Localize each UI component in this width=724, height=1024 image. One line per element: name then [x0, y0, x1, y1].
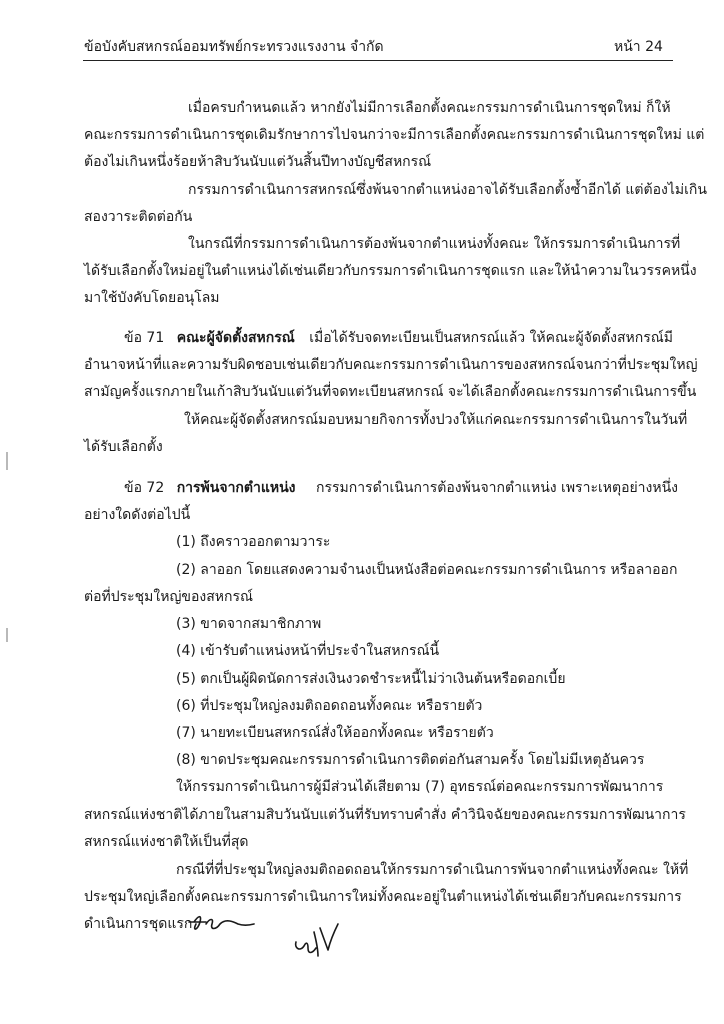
text-line: ให้คณะผู้จัดตั้งสหกรณ์มอบหมายกิจการทั้งปวงให้แก่คณะกรรมการดำเนินการในวันที่ [184, 412, 688, 428]
text-line: สหกรณ์แห่งชาติให้เป็นที่สุด [84, 834, 249, 850]
list-item: (7) นายทะเบียนสหกรณ์สั่งให้ออกทั้งคณะ หรือรายตัว [176, 725, 494, 741]
binding-mark [6, 628, 8, 642]
list-item: (1) ถึงคราวออกตามวาระ [176, 534, 331, 550]
text-line: ประชุมใหญ่เลือกตั้งคณะกรรมการดำเนินการใหม่ทั้งคณะอยู่ในตำแหน่งได้เช่นเดียวกับคณะกรรมการ [84, 889, 682, 905]
article-title: คณะผู้จัดตั้งสหกรณ์ [176, 330, 295, 346]
list-item: (6) ที่ประชุมใหญ่ลงมติถอดถอนทั้งคณะ หรือรายตัว [176, 698, 483, 714]
text-line: ต้องไม่เกินหนึ่งร้อยห้าสิบวันนับแต่วันสิ้นปีทางบัญชีสหกรณ์ [84, 154, 432, 170]
text-line: ให้กรรมการดำเนินการผู้มีส่วนได้เสียตาม (7) อุทธรณ์ต่อคณะกรรมการพัฒนาการ [176, 779, 664, 795]
text-line: มาใช้บังคับโดยอนุโลม [84, 290, 220, 306]
text-line: กรรมการดำเนินการต้องพ้นจากตำแหน่ง เพราะเหตุอย่างหนึ่ง [315, 480, 679, 496]
text-line: ในกรณีที่กรรมการดำเนินการต้องพ้นจากตำแหน่งทั้งคณะ ให้กรรมการดำเนินการที่ [188, 236, 681, 252]
text-line: อย่างใดดังต่อไปนี้ [84, 507, 191, 523]
text-line: ดำเนินการชุดแรก [84, 916, 193, 932]
list-item: (5) ตกเป็นผู้ผิดนัดการส่งเงินงวดชำระหนี้ไม่ว่าเงินต้นหรือดอกเบี้ย [176, 671, 566, 687]
header-rule [83, 60, 673, 61]
article-title: การพ้นจากตำแหน่ง [176, 480, 296, 496]
text-line: ได้รับเลือกตั้ง [84, 439, 163, 455]
signature [290, 918, 348, 960]
text-line: กรณีที่ที่ประชุมใหญ่ลงมติถอดถอนให้กรรมการดำเนินการพ้นจากตำแหน่งทั้งคณะ ให้ที่ [176, 862, 689, 878]
article-number: ข้อ 72 [124, 480, 165, 496]
text-line: อำนาจหน้าที่และความรับผิดชอบเช่นเดียวกับคณะกรรมการดำเนินการของสหกรณ์จนกว่าที่ประชุมใหญ่ [84, 357, 698, 373]
article-71-heading [124, 328, 673, 348]
list-item: (8) ขาดประชุมคณะกรรมการดำเนินการติดต่อกันสามครั้ง โดยไม่มีเหตุอันควร [176, 752, 645, 768]
page-number: หน้า 24 [614, 39, 663, 55]
list-item-continued: ต่อที่ประชุมใหญ่ของสหกรณ์ [84, 589, 253, 605]
text-line: สหกรณ์แห่งชาติได้ภายในสามสิบวันนับแต่วันที่รับทราบคำสั่ง คำวินิจฉัยของคณะกรรมการพัฒนาการ [84, 807, 686, 823]
text-line: สามัญครั้งแรกภายในเก้าสิบวันนับแต่วันที่จดทะเบียนสหกรณ์ จะได้เลือกตั้งคณะกรรมการดำเนินการขึ้น [84, 384, 697, 400]
text-line: เมื่อได้รับจดทะเบียนเป็นสหกรณ์แล้ว ให้คณะผู้จัดตั้งสหกรณ์มี [309, 330, 673, 346]
text-line: สองวาระติดต่อกัน [84, 209, 193, 225]
list-item: (4) เข้ารับตำแหน่งหน้าที่ประจำในสหกรณ์นี้ [176, 643, 440, 659]
text-line: ได้รับเลือกตั้งใหม่อยู่ในตำแหน่งได้เช่นเดียวกับกรรมการดำเนินการชุดแรก และให้นำความในวรรคหนึ่ง [84, 263, 697, 279]
list-item: (3) ขาดจากสมาชิกภาพ [176, 616, 322, 632]
article-72-heading [124, 478, 678, 498]
text-line: คณะกรรมการดำเนินการชุดเดิมรักษาการไปจนกว่าจะมีการเลือกตั้งคณะกรรมการดำเนินการชุดใหม่ แต่ [84, 127, 705, 143]
signature-initials [186, 908, 256, 940]
list-item: (2) ลาออก โดยแสดงความจำนงเป็นหนังสือต่อคณะกรรมการดำเนินการ หรือลาออก [176, 562, 678, 578]
article-number: ข้อ 71 [124, 330, 165, 346]
text-line: เมื่อครบกำหนดแล้ว หากยังไม่มีการเลือกตั้งคณะกรรมการดำเนินการชุดใหม่ ก็ให้ [188, 100, 671, 116]
binding-mark [6, 452, 8, 470]
document-title: ข้อบังคับสหกรณ์ออมทรัพย์กระทรวงแรงงาน จำกัด [84, 39, 384, 55]
text-line: กรรมการดำเนินการสหกรณ์ซึ่งพ้นจากตำแหน่งอาจได้รับเลือกตั้งซ้ำอีกได้ แต่ต้องไม่เกิน [188, 182, 707, 198]
